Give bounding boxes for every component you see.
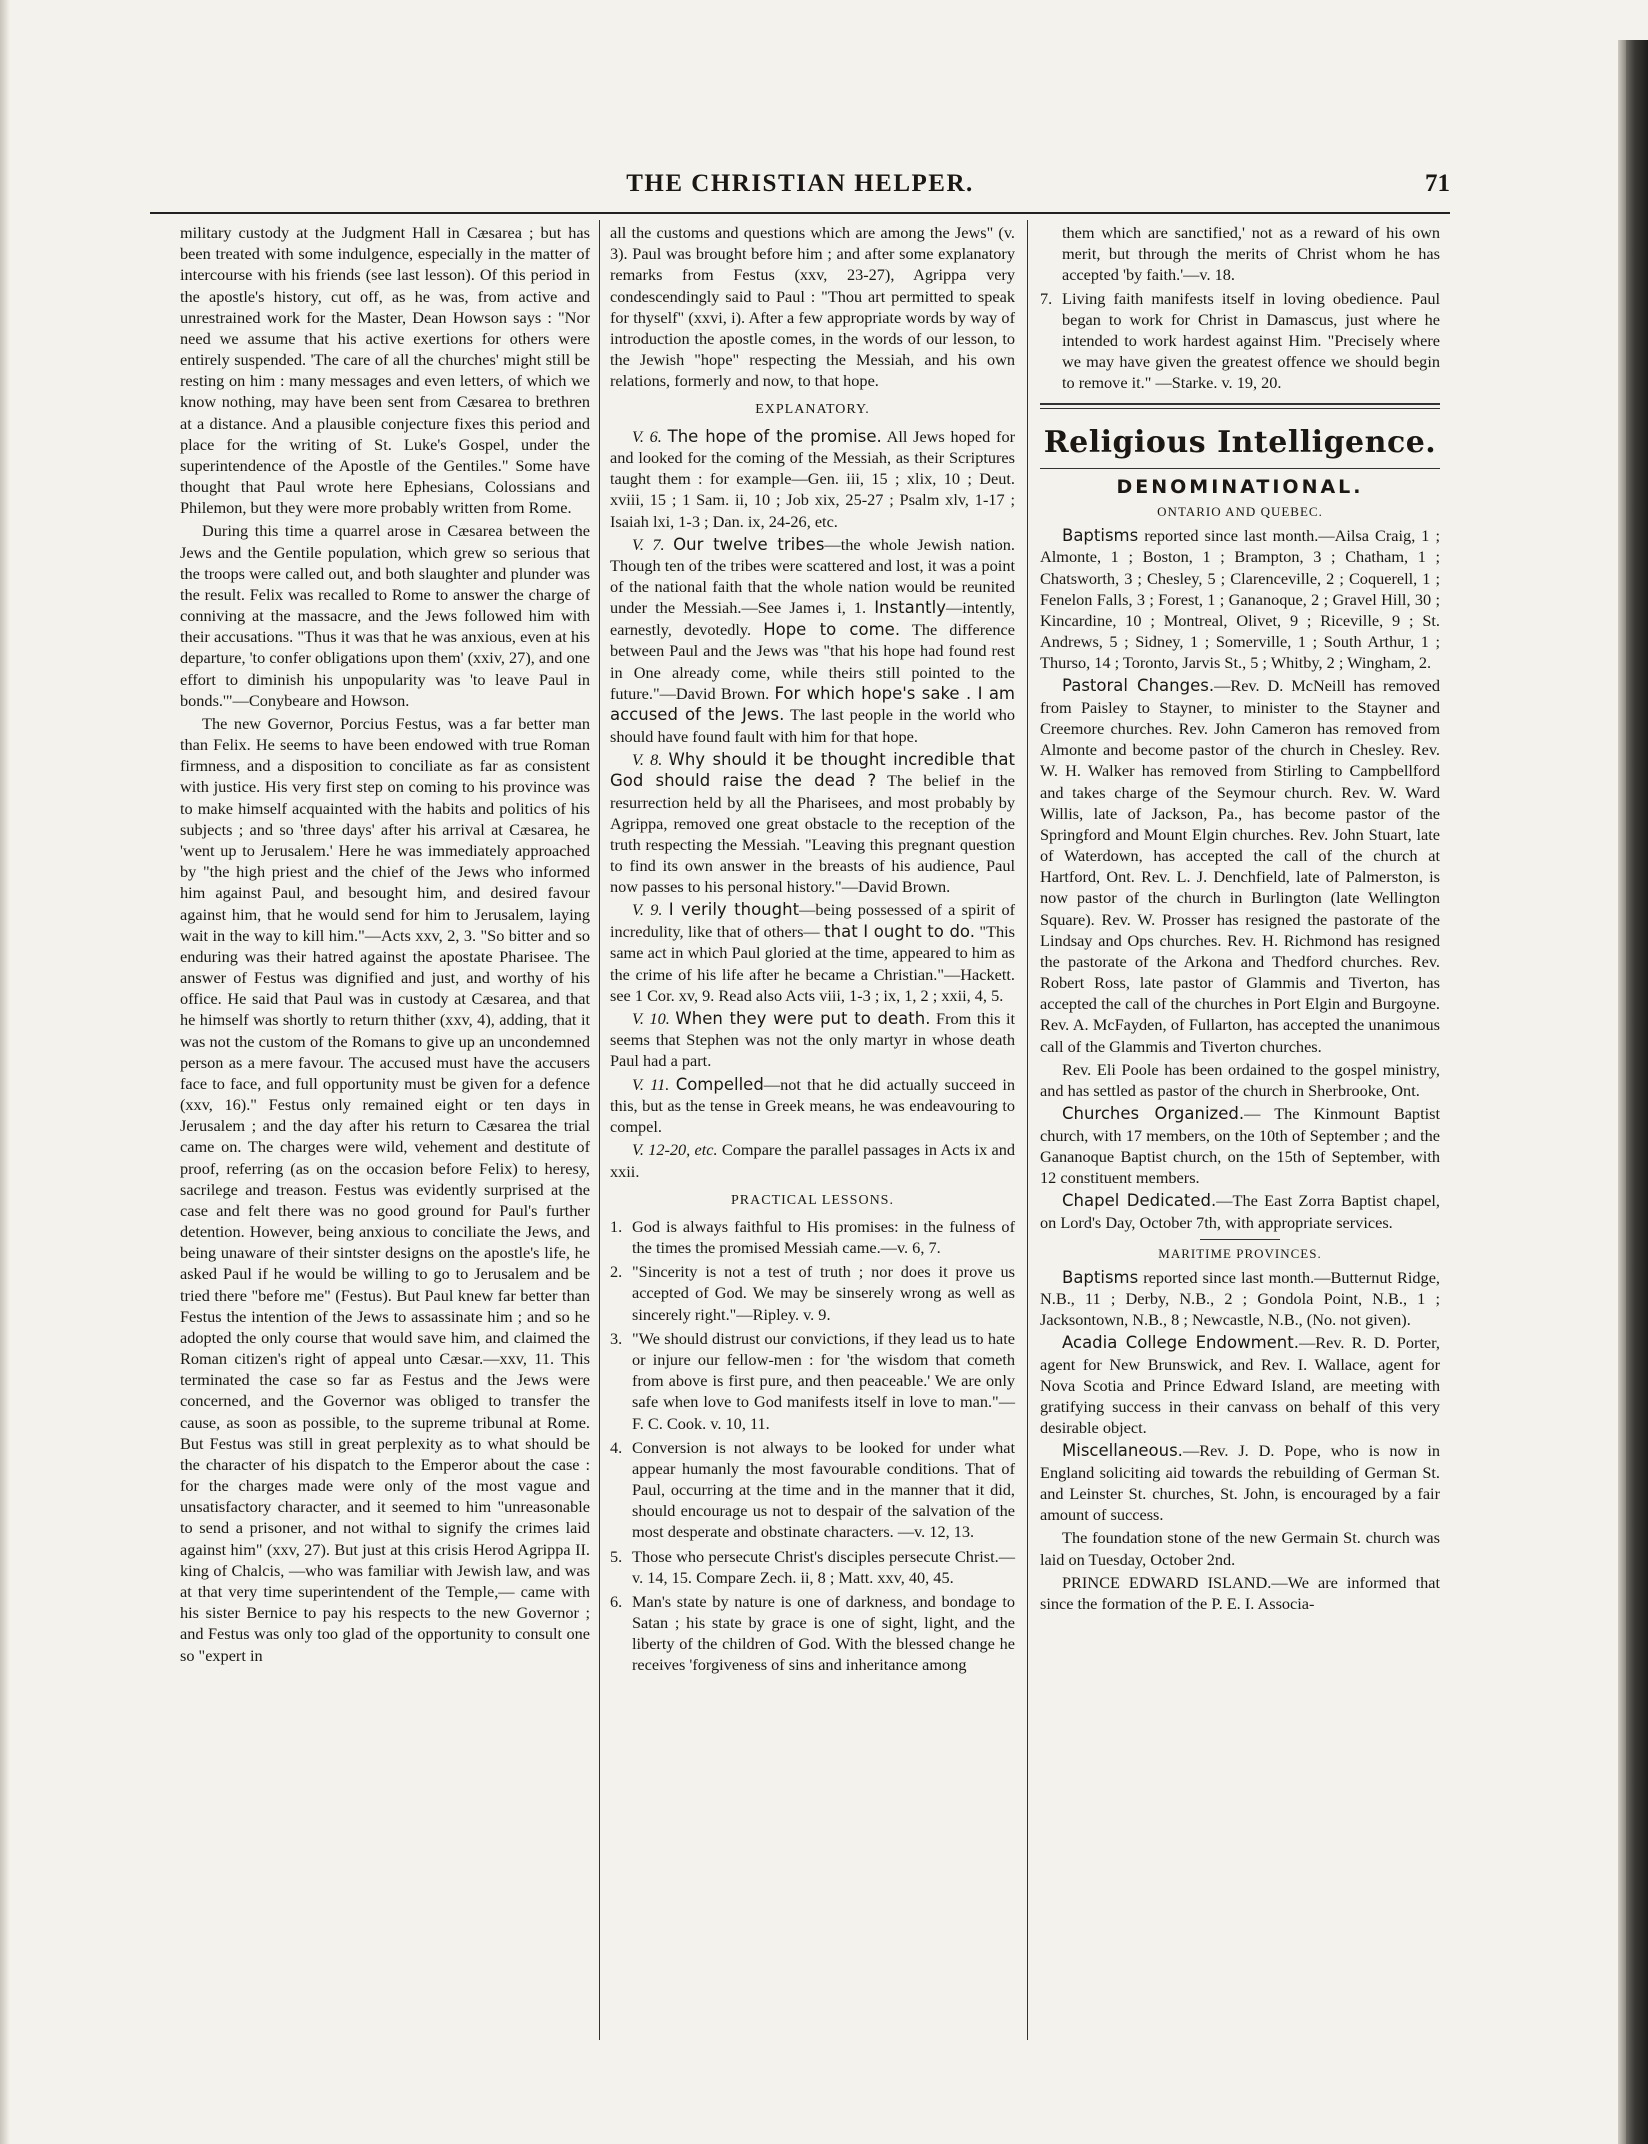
section-title: Religious Intelligence. bbox=[1043, 425, 1437, 461]
column-left bbox=[180, 222, 590, 1668]
news-text: — The Kinmount Baptist church, with 17 members, on the 10th of September ; and the Gananoque Baptist church, on the 15th of September, with 12 constituent members. bbox=[1040, 1104, 1440, 1187]
book-cover-edge bbox=[1626, 40, 1648, 2144]
verse-ref: V. 12-20, etc. bbox=[632, 1140, 718, 1160]
header-rule bbox=[150, 212, 1450, 214]
news-lead: Churches Organized. bbox=[1062, 1104, 1245, 1124]
lesson-text: "Sincerity is not a test of truth ; nor does it prove us accepted of God. We may be sinserely wrong as well as sincerely right."—Ripley. v. 9. bbox=[632, 1262, 1015, 1324]
subsection-heading: DENOMINATIONAL. bbox=[1116, 476, 1364, 499]
news-text: —Rev. J. D. Pope, who is now in England soliciting aid towards the rebuilding of German St. and Leinster St. churches, St. John, is encouraged by a fair amount of success. bbox=[1040, 1441, 1440, 1525]
news-lead: Chapel Dedicated. bbox=[1062, 1191, 1217, 1211]
verse-lead: Instantly bbox=[874, 598, 946, 618]
news-item bbox=[1040, 1267, 1440, 1331]
lesson-text: God is always faithful to His promises: in the fulness of the times the promised Messiah came.—v. 6, 7. bbox=[632, 1216, 1015, 1258]
news-item bbox=[1040, 675, 1440, 1056]
verse-text: The last people in the world who should have found fault with him for that hope. bbox=[610, 705, 1015, 746]
verse-text: "This same act in which Paul gloried at the time, appeared to him as the crime of his life after he became a Christian."—Hackett. see 1 Cor. xv, 9. Read also Acts viii, 1-3 ; ix, 1, 2 ; xxii, 4, 5. bbox=[610, 921, 1016, 1005]
verse-note bbox=[610, 749, 1015, 898]
verse-lead: I verily thought bbox=[668, 900, 800, 920]
news-item bbox=[1040, 525, 1440, 673]
verse-lead: Why should it be thought incredible that God should raise the dead ? bbox=[610, 749, 1015, 791]
lesson-item bbox=[610, 1591, 1015, 1676]
news-item: Rev. Eli Poole has been ordained to the gospel ministry, and has settled as pastor of the church in Sherbrooke, Ont. bbox=[1040, 1059, 1440, 1100]
verse-text: —not that he did actually succeed in this, but as the tense in Greek means, he was endeavouring to compel. bbox=[610, 1074, 1016, 1137]
magazine-page bbox=[150, 170, 1460, 2090]
verse-lead: When they were put to death. bbox=[675, 1008, 931, 1028]
verse-note bbox=[610, 1008, 1015, 1072]
news-lead: Baptisms bbox=[1062, 525, 1139, 545]
lesson-text: Those who persecute Christ's disciples persecute Christ.—v. 14, 15. Compare Zech. ii, 8 ; Matt. xxv, 40, 45. bbox=[632, 1546, 1015, 1587]
section-rule bbox=[1040, 403, 1440, 409]
verse-ref: V. 10. bbox=[632, 1008, 670, 1028]
news-item bbox=[1040, 1103, 1440, 1188]
lesson-number: 2. bbox=[610, 1262, 623, 1282]
verse-note bbox=[610, 534, 1015, 747]
lesson-text: Living faith manifests itself in loving obedience. Paul began to work for Christ in Damascus, just where he intended to work hardest against Him. "Precisely where we may have given the greatest offence we should begin to remove it." —Starke. v. 19, 20. bbox=[1062, 288, 1440, 393]
news-lead: Acadia College Endowment. bbox=[1062, 1333, 1299, 1353]
verse-note bbox=[610, 1139, 1015, 1181]
title-rule bbox=[1040, 468, 1440, 469]
verse-text: —intently, earnestly, devotedly. bbox=[610, 598, 1016, 639]
news-text: reported since last month.—Ailsa Craig, 1 ; Almonte, 1 ; Boston, 1 ; Brampton, 3 ; Chatham, 1 ; Chatsworth, 3 ; Chesley, 5 ; Clarenceville, 2 ; Coquerell, 1 ; Fenelon Falls, 3 ; Forest, 1 ; Gananoque, 2 ; Gravel Hill, 30 ; Kincardine, 10 ; Montreal, Olivet, 9 ; Riceville, 9 ; St. Andrews, 5 ; Sidney, 1 ; Somerville, 1 ; South Arthur, 1 ; Thurso, 14 ; Toronto, Jarvis St., 5 ; Whitby, 2 ; Wingham, 2. bbox=[1040, 525, 1440, 673]
column-middle bbox=[610, 222, 1015, 1679]
verse-ref: V. 6. bbox=[632, 426, 662, 446]
lesson-number: 6. bbox=[610, 1591, 623, 1611]
news-text: —We are informed that since the formation of the P. E. I. Associa- bbox=[1040, 1572, 1441, 1613]
lesson-number: 4. bbox=[610, 1437, 623, 1457]
verse-lead: that I ought to do. bbox=[824, 921, 975, 941]
news-text: —The East Zorra Baptist chapel, on Lord's Day, October 7th, with appropriate services. bbox=[1040, 1191, 1440, 1232]
verse-text: From this it seems that Stephen was not the only martyr in whose death Paul had a part. bbox=[610, 1008, 1016, 1071]
lesson-continuation: them which are sanctified,' not as a reward of his own merit, but through the merits of Christ whom he has accepted 'by faith.'—v. 18. bbox=[1062, 223, 1440, 285]
verse-text: Compare the parallel passages in Acts ix and xxii. bbox=[610, 1140, 1016, 1181]
news-text: reported since last month.—Butternut Ridge, N.B., 11 ; Derby, N.B., 2 ; Gondola Point, N.B., 1 ; Jacksontown, N.B., 8 ; Newcastle, N.B., (No. not given). bbox=[1040, 1267, 1440, 1330]
page-gutter-shadow bbox=[0, 0, 10, 2144]
lesson-item bbox=[610, 1437, 1015, 1543]
lesson-item bbox=[610, 1216, 1015, 1258]
column-right bbox=[1040, 222, 1440, 1616]
lesson-item bbox=[610, 1328, 1015, 1434]
news-text: —Rev. R. D. Porter, agent for New Brunswick, and Rev. I. Wallace, agent for Nova Scotia and Prince Edward Island, are meeting with gratifying success in their canvass on behalf of this very desirable object. bbox=[1040, 1333, 1440, 1438]
news-lead: Baptisms bbox=[1062, 1267, 1139, 1287]
news-item: The foundation stone of the new Germain St. church was laid on Tuesday, October 2nd. bbox=[1040, 1528, 1440, 1569]
paragraph: During this time a quarrel arose in Cæsarea between the Jews and the Gentile population, which grew so serious that the troops were called out, and both slaughter and plunder was the result. Felix was recalled to Rome to answer the charge of conniving at the massacre, and the Jews followed him with their accusations. "Thus it was that he was anxious, even at his departure, 'to confer obligations upon them' (xxiv, 27), and one effort to diminish his unpopularity was 'to leave Paul in bonds.'"—Conybeare and Howson. bbox=[180, 521, 590, 710]
book-page-edges bbox=[1618, 40, 1626, 2144]
lesson-number: 7. bbox=[1040, 288, 1053, 308]
page-title: THE CHRISTIAN HELPER. bbox=[626, 170, 974, 197]
news-item bbox=[1040, 1332, 1440, 1438]
paragraph: military custody at the Judgment Hall in Cæsarea ; but has been treated with some indulgence, especially in the matter of intercourse with his friends (see last lesson). Of this period in the apostle's history, cut off, as he was, from active and unrestrained work for the Master, Dean Howson says : "Nor need we assume that his active exertions for others were entirely suspended. 'The care of all the churches' might still be resting on him : many messages and even letters, of which we know nothing, may have been sent from Cæsarea to brethren at a distance. And a plausible conjecture fixes this period and place for the writing of St. Luke's Gospel, under the superintendence of the Apostle of the Gentiles." Some have thought that Paul wrote here Ephesians, Colossians and Philemon, but they were more probably written from Rome. bbox=[180, 223, 590, 518]
running-head bbox=[150, 170, 1450, 210]
paragraph: The new Governor, Porcius Festus, was a far better man than Felix. He seems to have been endowed with true Roman firmness, and a disposition to conciliate as far as consistent with justice. His very first step on coming to his province was to make himself acquainted with the habits and politics of his subjects ; and so 'three days' after his arrival at Cæsarea, he 'went up to Jerusalem.' Here he was immediately approached by "the high priest and the chief of the Jews who informed him against Paul, and besought him, and desired favour against him, that he would send for him to Jerusalem, laying wait in the way to kill him."—Acts xxv, 2, 3. "So bitter and so enduring was their hatred against the apostate Pharisee. The answer of Festus was dignified and just, and worthy of his office. He said that Paul was in custody at Cæsarea, and that he himself was shortly to return thither (xxv, 4), adding, that it was not the custom of the Romans to give up an uncondemned person as a mere favour. The accused must have the accusers face to face, and full opportunity must be given for a defence (xxv, 16)." Festus only remained eight or ten days in Jerusalem ; and the day after his return to Cæsarea the trial came on. The charges were wild, vehement and destitute of proof, referring (as on the occasion before Felix) to heresy, sacrilege and treason. Festus was evidently surprised at the case and felt there was no good ground for Paul's further detention. However, being anxious to conciliate the Jews, and being unaware of their sintster designs on the apostle's life, he asked Paul if he would be willing to go to Jerusalem and be tried there "before me" (Festus). But Paul knew far better than Festus the intention of the Jews to assassinate him ; and so he adopted the only course that would save him, and claimed the Roman citizen's right of appeal unto Cæsar.—xxv, 11. This terminated the case so far as Festus and the Jews were concerned, and the Governor was obliged to transfer the cause, as soon as possible, to the supreme tribunal at Rome. But Festus was still in great perplexity as to what should be the character of his dispatch to the Emperor about the case : for the charges made were only of the most vague and unsatisfactory character, and it seemed to him "unreasonable to send a prisoner, and not withal to signify the crimes laid against him" (xxv, 27). But just at this crisis Herod Agrippa II. king of Chalcis, —who was familiar with Jewish law, and was at that very time superintendent of the Temple,— came with his sister Bernice to pay his respects to the new Governor ; and Festus was only too glad of the opportunity to consult one so "expert in bbox=[180, 713, 590, 1665]
verse-lead: Compelled bbox=[675, 1074, 764, 1094]
column-divider bbox=[599, 220, 600, 2040]
verse-lead: For which hope's sake . I am accused of the Jews. bbox=[610, 683, 1016, 725]
news-item bbox=[1040, 1440, 1440, 1525]
lesson-item bbox=[610, 1261, 1015, 1325]
lesson-item bbox=[1040, 288, 1440, 394]
verse-ref: V. 11. bbox=[632, 1074, 670, 1094]
verse-ref: V. 7. bbox=[632, 534, 665, 554]
verse-text: —the whole Jewish nation. Though ten of the tribes were scattered and lost, it was a point of the national faith that the whole nation would be reunited under the Messiah.—See James i, 1. bbox=[610, 534, 1015, 618]
page-number: 71 bbox=[1425, 170, 1450, 197]
verse-text: All Jews hoped for and looked for the coming of the Messiah, as their Scriptures taught them : for example—Gen. iii, 15 ; xlix, 10 ; Deut. xviii, 15 ; 1 Sam. ii, 10 ; Job xix, 25-27 ; Psalm xlv, 1-17 ; Isaiah lxi, 1-3 ; Dan. ix, 24-26, etc. bbox=[610, 426, 1016, 531]
news-text: —Rev. D. McNeill has removed from Paisley to Stayner, to minister to the Stayner and Creemore churches. Rev. John Cameron has removed from Almonte and become pastor of the church in Chesley. Rev. W. H. Walker has removed from Stirling to Campbellford and takes charge of the Seymour church. Rev. W. Ward Willis, late of Jackson, Pa., has become pastor of the Springford and Mount Elgin churches. Rev. John Stuart, late of Waterdown, has accepted the call of the church at Hartford, Ont. Rev. L. J. Denchfield, late of Palmerston, is now pastor of the church in Burlington (late Wellington Square). Rev. W. Prosser has resigned the pastorate of the Lindsay and Ops churches. Rev. H. Richmond has resigned the pastorate of the Arkona and Thedford churches. Rev. Robert Ross, late pastor of Glammis and Tiverton, has accepted the call of the churches in Port Elgin and Burgoyne. Rev. A. McFayden, of Fullarton, has accepted the unanimous call of the Glammis and Tiverton churches. bbox=[1040, 676, 1440, 1056]
paragraph: all the customs and questions which are among the Jews" (v. 3). Paul was brought before him ; and after some explanatory remarks from Festus (xxv, 23-27), Agrippa very condescendingly said to Paul : "Thou art permitted to speak for thyself" (xxvi, i). After a few appropriate words by way of introduction the apostle comes, in the words of our lesson, to the Jewish "hope" respecting the Messiah, and his own relations, formerly and now, to that hope. bbox=[610, 223, 1015, 391]
lesson-text: Man's state by nature is one of darkness, and bondage to Satan ; his state by grace is one of sight, light, and the liberty of the children of God. With the blessed change he receives 'forgiveness of sins and inheritance among bbox=[632, 1591, 1015, 1675]
news-item bbox=[1040, 1572, 1440, 1614]
verse-ref: V. 8. bbox=[632, 749, 663, 769]
section-heading-explanatory: EXPLANATORY. bbox=[755, 402, 870, 418]
news-lead: PRINCE EDWARD ISLAND. bbox=[1062, 1572, 1272, 1592]
lesson-text: Conversion is not always to be looked for under what appear humanly the most favourable conditions. That of Paul, occurring at the time and in the manner that it did, should encourage us not to despair of the salvation of the most desperate and obstinate characters. —v. 12, 13. bbox=[632, 1437, 1015, 1542]
lesson-item bbox=[610, 1546, 1015, 1588]
region-heading: ONTARIO AND QUEBEC. bbox=[1157, 504, 1323, 520]
verse-ref: V. 9. bbox=[632, 900, 663, 920]
lesson-number: 1. bbox=[610, 1216, 623, 1236]
verse-lead: The hope of the promise. bbox=[667, 426, 882, 446]
verse-note bbox=[610, 426, 1015, 532]
news-lead: Miscellaneous. bbox=[1062, 1441, 1183, 1461]
lesson-number: 3. bbox=[610, 1328, 623, 1348]
section-heading-practical: PRACTICAL LESSONS. bbox=[731, 1192, 894, 1208]
verse-lead: Hope to come. bbox=[763, 619, 901, 639]
verse-text: The difference between Paul and the Jews was "that his hope had found rest in One already come, while theirs still pointed to the future."—David Brown. bbox=[610, 619, 1015, 703]
news-lead: Pastoral Changes. bbox=[1062, 676, 1215, 696]
lesson-text: "We should distrust our convictions, if they lead us to hate or injure our fellow-men : for 'the wisdom that cometh from above is first pure, and then peaceable.' We are only safe when love to God manifests itself in love to man."—F. C. Cook. v. 10, 11. bbox=[632, 1328, 1015, 1433]
verse-text: The belief in the resurrection held by all the Pharisees, and most probably by Agrippa, removed one great obstacle to the reception of the truth respecting the Messiah. "Leaving this pregnant question to find its own answer in the breasts of his audience, Paul now passes to his personal history."—David Brown. bbox=[610, 771, 1016, 897]
lesson-number: 5. bbox=[610, 1546, 623, 1566]
verse-lead: Our twelve tribes bbox=[673, 534, 825, 554]
verse-text: —being possessed of a spirit of incredulity, like that of others— bbox=[610, 900, 1016, 941]
column-divider bbox=[1027, 220, 1028, 2040]
verse-note bbox=[610, 1074, 1015, 1138]
region-heading: MARITIME PROVINCES. bbox=[1158, 1245, 1322, 1261]
verse-note bbox=[610, 899, 1015, 1005]
news-item bbox=[1040, 1190, 1440, 1233]
short-rule bbox=[1200, 1239, 1280, 1240]
lessons-list bbox=[610, 1216, 1015, 1676]
